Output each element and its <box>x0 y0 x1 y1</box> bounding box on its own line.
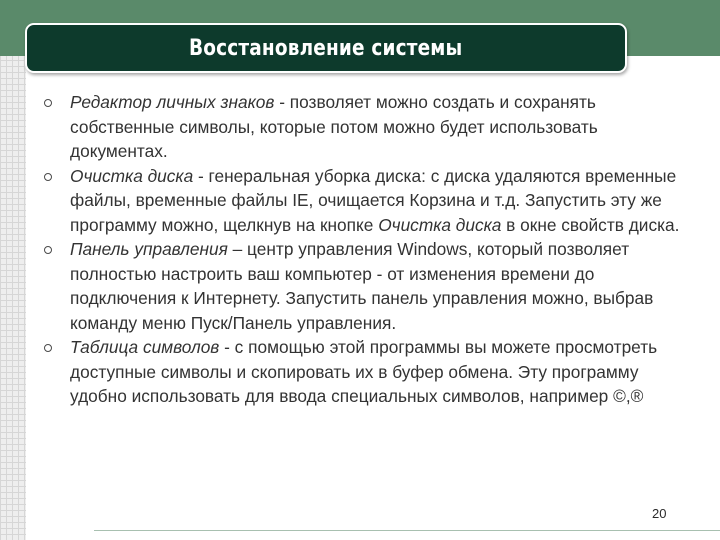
list-item <box>44 237 684 335</box>
item-term: Очистка диска <box>70 165 194 186</box>
item-description: - позволяет можно создать и сохранять собственные символы, которые потом можно будет использовать документах. <box>70 92 598 161</box>
bullet-icon <box>44 173 52 181</box>
page-number: 20 <box>652 506 667 521</box>
list-item <box>44 164 684 238</box>
item-description: - с помощью этой программы вы можете просмотреть доступные символы и скопировать их в буфер обмена. Эту программу удобно использовать для ввода специальных символов, например ©,® <box>70 337 658 406</box>
item-description: - генеральная уборка диска: с диска удаляются временные файлы, временные файлы IE, очищается Корзина и т.д. Запустить эту же программу можно, щелкнув на кнопке <box>70 165 677 235</box>
item-description: – центр управления Windows, который позволяет полностью настроить ваш компьютер - от изменения времени до подключения к Интернету. Запустить панель управления можно, выбрав команду меню Пуск/Панель управления. <box>70 239 654 333</box>
title-banner <box>25 23 627 73</box>
bullet-icon <box>44 99 52 107</box>
item-term-inline: Очистка диска <box>378 214 502 235</box>
item-term: Таблица символов <box>70 337 220 357</box>
bullet-icon <box>44 246 52 254</box>
bullet-icon <box>44 344 52 352</box>
list-item <box>44 90 684 164</box>
left-grid-pattern <box>0 0 26 540</box>
item-term: Редактор личных знаков <box>70 92 275 112</box>
slide-title: Восстановление системы <box>189 35 463 61</box>
item-description-end: в окне свойств диска. <box>501 214 680 235</box>
footer-divider <box>94 530 720 531</box>
item-term: Панель управления <box>70 239 228 259</box>
list-item <box>44 335 684 409</box>
bullet-list <box>44 90 684 409</box>
